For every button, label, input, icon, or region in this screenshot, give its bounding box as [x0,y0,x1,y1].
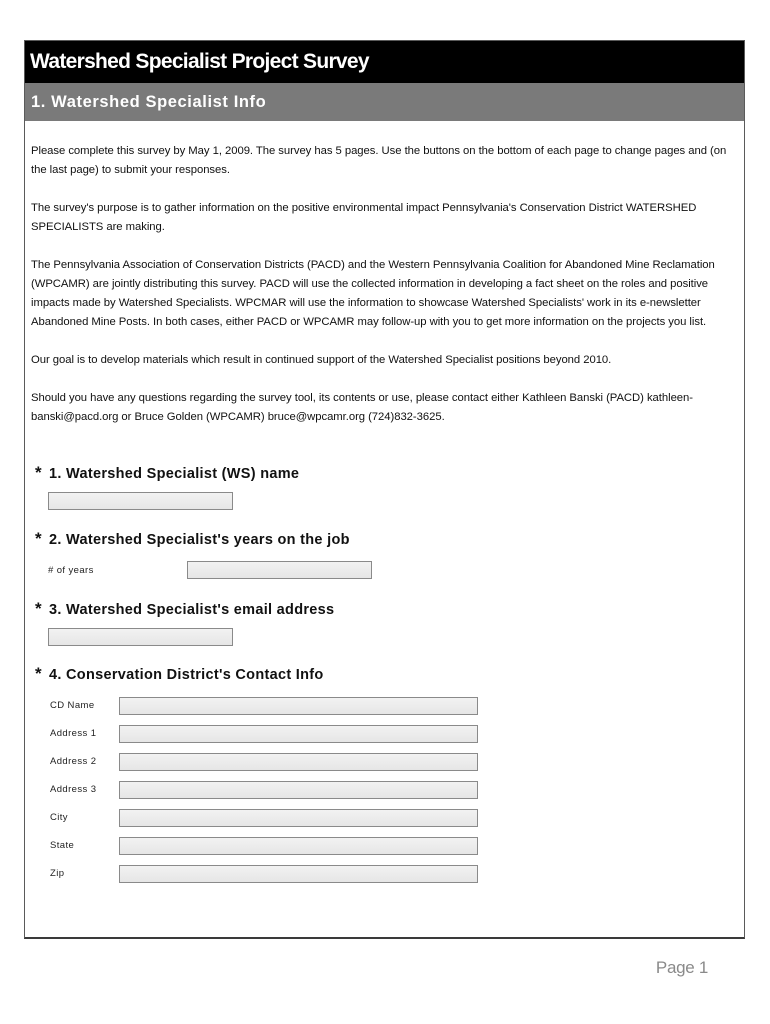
ws-email-input[interactable] [48,628,233,646]
required-marker: * [35,529,42,548]
years-field-label: # of years [48,565,94,576]
state-input[interactable] [119,837,478,855]
state-label: State [50,840,75,851]
address-1-label: Address 1 [50,728,97,739]
survey-title: Watershed Specialist Project Survey [25,41,744,83]
survey-page-frame [24,40,745,939]
cd-name-label: CD Name [50,700,95,711]
question-4 [35,664,324,684]
address-2-input[interactable] [119,753,478,771]
page-number: Page 1 [655,958,708,977]
intro-paragraph-deadline: Please complete this survey by May 1, 2009. The survey has 5 pages. Use the buttons on the bottom of each page to change pages and (on the last page) to submit your responses. [31,145,727,176]
ws-name-input[interactable] [48,492,233,510]
address-3-input[interactable] [119,781,478,799]
intro-paragraph-contact: Should you have any questions regarding the survey tool, its contents or use, please contact either Kathleen Banski (PACD) kathleen-banski@pacd.org or Bruce Golden (WPCAMR) bruce@wpcamr.org (724)832-3625. [31,392,693,423]
intro-paragraph-partners: The Pennsylvania Association of Conservation Districts (PACD) and the Western Pennsylvania Coalition for Abandoned Mine Reclamation (WPCAMR) are jointly distributing this survey. PACD will use the collected information in developing a fact sheet on the roles and positive impacts made by Watershed Specialists. WPCMAR will use the information to showcase Watershed Specialists' work in its e-newsletter Abandoned Mine Posts. In both cases, either PACD or WPCAMR may follow-up with you to get more information on the projects you list. [31,259,715,328]
required-marker: * [35,599,42,618]
address-2-label: Address 2 [50,756,97,767]
required-marker: * [35,664,42,683]
intro-paragraph-goal: Our goal is to develop materials which result in continued support of the Watershed Specialist positions beyond 2010. [31,354,612,366]
required-marker: * [35,463,42,482]
question-3-label: 3. Watershed Specialist's email address [49,602,335,618]
question-4-label: 4. Conservation District's Contact Info [49,667,324,683]
zip-label: Zip [50,868,65,879]
question-2-label: 2. Watershed Specialist's years on the job [49,532,350,548]
question-1 [35,463,299,483]
address-3-label: Address 3 [50,784,97,795]
section-header: 1. Watershed Specialist Info [25,83,744,121]
zip-input[interactable] [119,865,478,883]
city-label: City [50,812,68,823]
cd-name-input[interactable] [119,697,478,715]
question-2 [35,529,350,549]
address-1-input[interactable] [119,725,478,743]
intro-text [31,142,737,446]
city-input[interactable] [119,809,478,827]
intro-paragraph-purpose: The survey's purpose is to gather information on the positive environmental impact Pennsylvania's Conservation District WATERSHED SPECIALISTS are making. [31,202,697,233]
years-on-job-input[interactable] [187,561,372,579]
question-1-label: 1. Watershed Specialist (WS) name [49,466,300,482]
question-3 [35,599,334,619]
